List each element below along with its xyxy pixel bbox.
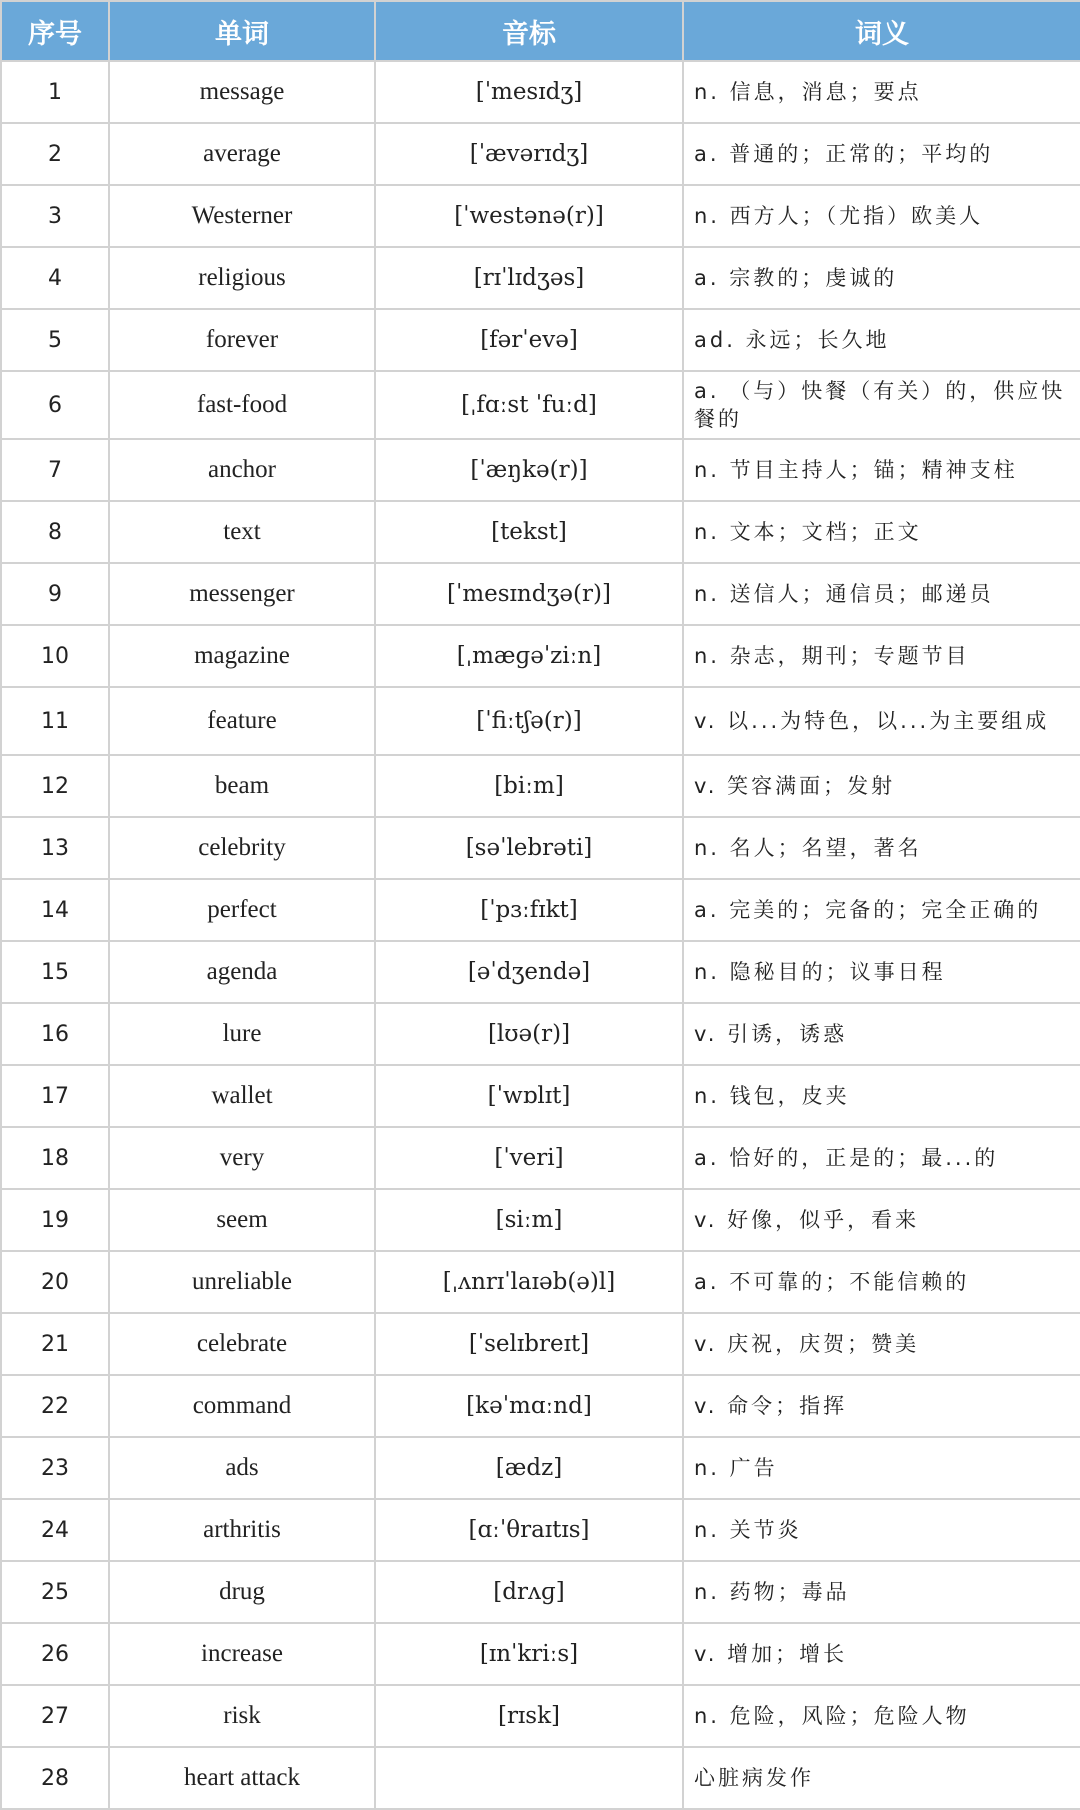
row-meaning: n. 文本；文档；正文: [683, 501, 1080, 563]
row-meaning: a. 普通的；正常的；平均的: [683, 123, 1080, 185]
row-word: celebrity: [109, 817, 375, 879]
row-number: 8: [1, 501, 109, 563]
header-number: 序号: [1, 1, 109, 61]
row-meaning: n. 送信人；通信员；邮递员: [683, 563, 1080, 625]
row-number: 1: [1, 61, 109, 123]
row-meaning: v. 以...为特色，以...为主要组成: [683, 687, 1080, 755]
row-meaning: n. 药物；毒品: [683, 1561, 1080, 1623]
row-meaning: v. 庆祝，庆贺；赞美: [683, 1313, 1080, 1375]
table-row: [1, 247, 1080, 309]
row-meaning: n. 西方人；（尤指）欧美人: [683, 185, 1080, 247]
table-row: [1, 755, 1080, 817]
row-meaning: a. 完美的；完备的；完全正确的: [683, 879, 1080, 941]
row-number: 20: [1, 1251, 109, 1313]
row-meaning: v. 命令；指挥: [683, 1375, 1080, 1437]
row-phonetic: [rɪsk]: [375, 1685, 683, 1747]
row-phonetic: [ˈpɜːfɪkt]: [375, 879, 683, 941]
header-word: 单词: [109, 1, 375, 61]
header-row: [1, 1, 1080, 61]
row-word: anchor: [109, 439, 375, 501]
row-phonetic: [əˈdʒendə]: [375, 941, 683, 1003]
row-meaning: n. 关节炎: [683, 1499, 1080, 1561]
row-meaning: a. 恰好的，正是的；最...的: [683, 1127, 1080, 1189]
row-word: perfect: [109, 879, 375, 941]
row-phonetic: [ˈselɪbreɪt]: [375, 1313, 683, 1375]
row-number: 4: [1, 247, 109, 309]
row-number: 12: [1, 755, 109, 817]
row-word: magazine: [109, 625, 375, 687]
row-word: forever: [109, 309, 375, 371]
row-meaning: n. 钱包，皮夹: [683, 1065, 1080, 1127]
row-word: messenger: [109, 563, 375, 625]
row-number: 2: [1, 123, 109, 185]
row-number: 23: [1, 1437, 109, 1499]
row-meaning: v. 引诱，诱惑: [683, 1003, 1080, 1065]
row-meaning: n. 隐秘目的；议事日程: [683, 941, 1080, 1003]
row-word: celebrate: [109, 1313, 375, 1375]
row-word: text: [109, 501, 375, 563]
row-word: beam: [109, 755, 375, 817]
row-word: increase: [109, 1623, 375, 1685]
row-number: 22: [1, 1375, 109, 1437]
row-number: 28: [1, 1747, 109, 1809]
row-phonetic: [ɑːˈθraɪtɪs]: [375, 1499, 683, 1561]
row-phonetic: [drʌɡ]: [375, 1561, 683, 1623]
table-row: [1, 439, 1080, 501]
row-number: 15: [1, 941, 109, 1003]
row-word: seem: [109, 1189, 375, 1251]
table-row: [1, 371, 1080, 439]
table-row: [1, 1499, 1080, 1561]
row-number: 13: [1, 817, 109, 879]
row-number: 7: [1, 439, 109, 501]
row-word: wallet: [109, 1065, 375, 1127]
row-word: risk: [109, 1685, 375, 1747]
row-word: very: [109, 1127, 375, 1189]
row-meaning: 心脏病发作: [683, 1747, 1080, 1809]
row-phonetic: [ˈæŋkə(r)]: [375, 439, 683, 501]
row-word: drug: [109, 1561, 375, 1623]
row-word: command: [109, 1375, 375, 1437]
row-number: 3: [1, 185, 109, 247]
row-meaning: n. 名人；名望，著名: [683, 817, 1080, 879]
row-phonetic: [ˈwestənə(r)]: [375, 185, 683, 247]
row-meaning: n. 危险，风险；危险人物: [683, 1685, 1080, 1747]
table-row: [1, 61, 1080, 123]
row-phonetic: [siːm]: [375, 1189, 683, 1251]
table-row: [1, 1003, 1080, 1065]
table-row: [1, 1623, 1080, 1685]
row-phonetic: [ædz]: [375, 1437, 683, 1499]
row-word: religious: [109, 247, 375, 309]
row-phonetic: [ˈævərɪdʒ]: [375, 123, 683, 185]
row-meaning: ad. 永远；长久地: [683, 309, 1080, 371]
row-meaning: v. 笑容满面；发射: [683, 755, 1080, 817]
row-word: feature: [109, 687, 375, 755]
row-phonetic: [375, 1747, 683, 1809]
row-word: average: [109, 123, 375, 185]
table-row: [1, 1127, 1080, 1189]
row-meaning: a. 不可靠的；不能信赖的: [683, 1251, 1080, 1313]
row-meaning: n. 节目主持人；锚；精神支柱: [683, 439, 1080, 501]
row-number: 26: [1, 1623, 109, 1685]
table-row: [1, 817, 1080, 879]
row-number: 17: [1, 1065, 109, 1127]
row-meaning: a. （与）快餐（有关）的，供应快餐的: [683, 371, 1080, 439]
table-row: [1, 1747, 1080, 1809]
table-row: [1, 123, 1080, 185]
row-phonetic: [ˌfɑːst ˈfuːd]: [375, 371, 683, 439]
table-row: [1, 687, 1080, 755]
table-row: [1, 1065, 1080, 1127]
row-meaning: v. 好像，似乎，看来: [683, 1189, 1080, 1251]
row-phonetic: [ˈfiːtʃə(r)]: [375, 687, 683, 755]
row-word: lure: [109, 1003, 375, 1065]
table-row: [1, 1189, 1080, 1251]
row-phonetic: [biːm]: [375, 755, 683, 817]
row-phonetic: [ˌʌnrɪˈlaɪəb(ə)l]: [375, 1251, 683, 1313]
table-row: [1, 563, 1080, 625]
row-word: agenda: [109, 941, 375, 1003]
row-phonetic: [fərˈevə]: [375, 309, 683, 371]
row-number: 19: [1, 1189, 109, 1251]
row-word: fast-food: [109, 371, 375, 439]
row-meaning: n. 杂志，期刊；专题节目: [683, 625, 1080, 687]
row-meaning: n. 广告: [683, 1437, 1080, 1499]
row-phonetic: [səˈlebrəti]: [375, 817, 683, 879]
row-phonetic: [ˈmesɪdʒ]: [375, 61, 683, 123]
row-number: 11: [1, 687, 109, 755]
row-word: ads: [109, 1437, 375, 1499]
table-row: [1, 185, 1080, 247]
row-word: message: [109, 61, 375, 123]
table-row: [1, 501, 1080, 563]
row-number: 9: [1, 563, 109, 625]
table-row: [1, 1437, 1080, 1499]
table-row: [1, 879, 1080, 941]
row-number: 27: [1, 1685, 109, 1747]
table-row: [1, 1685, 1080, 1747]
row-number: 16: [1, 1003, 109, 1065]
row-number: 21: [1, 1313, 109, 1375]
row-number: 10: [1, 625, 109, 687]
row-number: 18: [1, 1127, 109, 1189]
row-phonetic: [ˈveri]: [375, 1127, 683, 1189]
row-phonetic: [lʊə(r)]: [375, 1003, 683, 1065]
row-meaning: a. 宗教的；虔诚的: [683, 247, 1080, 309]
row-word: heart attack: [109, 1747, 375, 1809]
table-row: [1, 1251, 1080, 1313]
table-row: [1, 1313, 1080, 1375]
table-row: [1, 1561, 1080, 1623]
row-meaning: n. 信息，消息；要点: [683, 61, 1080, 123]
row-number: 25: [1, 1561, 109, 1623]
table-row: [1, 1375, 1080, 1437]
table-row: [1, 309, 1080, 371]
row-phonetic: [ɪnˈkriːs]: [375, 1623, 683, 1685]
table-header: [1, 1, 1080, 61]
row-phonetic: [ˌmæɡəˈziːn]: [375, 625, 683, 687]
row-word: unreliable: [109, 1251, 375, 1313]
row-meaning: v. 增加；增长: [683, 1623, 1080, 1685]
row-phonetic: [kəˈmɑːnd]: [375, 1375, 683, 1437]
row-phonetic: [ˈwɒlɪt]: [375, 1065, 683, 1127]
header-meaning: 词义: [683, 1, 1080, 61]
row-number: 5: [1, 309, 109, 371]
table-row: [1, 941, 1080, 1003]
row-word: Westerner: [109, 185, 375, 247]
row-number: 6: [1, 371, 109, 439]
row-number: 24: [1, 1499, 109, 1561]
header-phonetic: 音标: [375, 1, 683, 61]
row-phonetic: [rɪˈlɪdʒəs]: [375, 247, 683, 309]
row-phonetic: [ˈmesɪndʒə(r)]: [375, 563, 683, 625]
row-word: arthritis: [109, 1499, 375, 1561]
row-phonetic: [tekst]: [375, 501, 683, 563]
row-number: 14: [1, 879, 109, 941]
table-row: [1, 625, 1080, 687]
table-body: [1, 61, 1080, 1809]
